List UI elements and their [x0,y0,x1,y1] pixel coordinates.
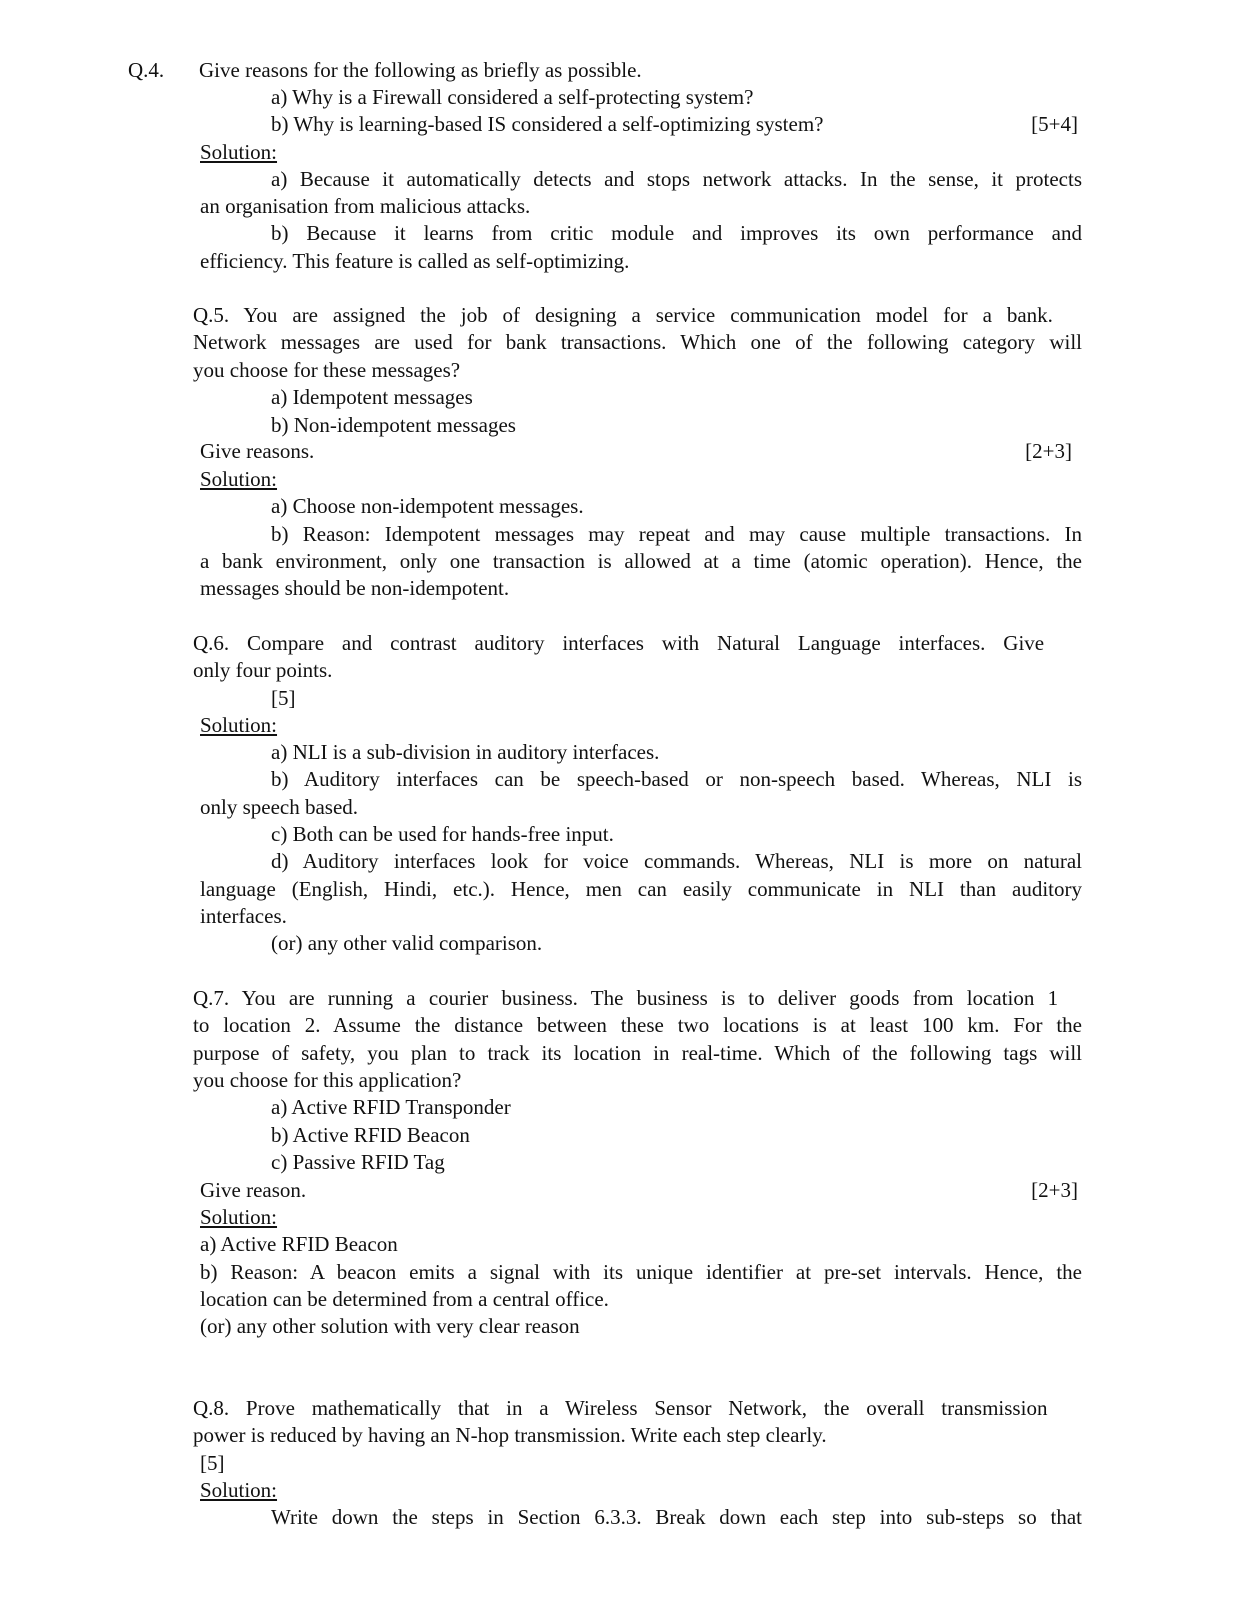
q6-question-line2: only four points. [193,658,333,682]
q6-solution-label: Solution: [200,713,278,737]
q5-question-line1: Q.5. You are assigned the job of designing a service communication model for a bank. [193,303,1053,327]
q4-solution-a-line2: an organisation from malicious attacks. [200,194,531,218]
q8-question-line2: power is reduced by having an N-hop transmission. Write each step clearly. [193,1423,827,1447]
q7-question-line3: purpose of safety, you plan to track its location in real-time. Which of the following tags will [193,1041,1082,1065]
q5-option-b: b) Non-idempotent messages [271,413,516,437]
q4-question: Give reasons for the following as briefly as possible. [199,58,642,82]
q7-solution-a: a) Active RFID Beacon [200,1232,398,1256]
q6-solution-d-line3: interfaces. [200,904,287,928]
q7-option-c: c) Passive RFID Tag [271,1150,445,1174]
q4-number: Q.4. [128,58,165,82]
q7-question-line1: Q.7. You are running a courier business. The business is to deliver goods from location 1 [193,986,1059,1010]
q7-give-reason: Give reason. [200,1178,307,1202]
q5-question-line2: Network messages are used for bank transactions. Which one of the following category will [193,330,1082,354]
q6-marks: [5] [271,686,296,710]
q5-solution-b-line3: messages should be non-idempotent. [200,576,510,600]
q4-solution-b-line2: efficiency. This feature is called as self-optimizing. [200,249,630,273]
q8-solution-label: Solution: [200,1478,278,1502]
q6-solution-b-line1: b) Auditory interfaces can be speech-based or non-speech based. Whereas, NLI is [271,767,1082,791]
q6-solution-a: a) NLI is a sub-division in auditory interfaces. [271,740,660,764]
q7-marks: [2+3] [1031,1178,1078,1202]
q7-question-line4: you choose for this application? [193,1068,462,1092]
q5-question-line3: you choose for these messages? [193,358,461,382]
q6-solution-d-line1: d) Auditory interfaces look for voice commands. Whereas, NLI is more on natural [271,849,1082,873]
q5-solution-b-line1: b) Reason: Idempotent messages may repeat and may cause multiple transactions. In [271,522,1082,546]
q7-solution-label: Solution: [200,1205,278,1229]
q4-solution-b-line1: b) Because it learns from critic module and improves its own performance and [271,221,1082,245]
q8-marks: [5] [200,1451,225,1475]
q7-solution-b-line1: b) Reason: A beacon emits a signal with its unique identifier at pre-set intervals. Hence, the [200,1260,1082,1284]
q7-option-b: b) Active RFID Beacon [271,1123,470,1147]
q4-solution-a-line1: a) Because it automatically detects and stops network attacks. In the sense, it protects [271,167,1082,191]
q6-question-line1: Q.6. Compare and contrast auditory interfaces with Natural Language interfaces. Give [193,631,1045,655]
q7-solution-b-line2: location can be determined from a central office. [200,1287,609,1311]
q6-solution-c: c) Both can be used for hands-free input. [271,822,614,846]
q5-solution-label: Solution: [200,467,278,491]
q4-option-a: a) Why is a Firewall considered a self-protecting system? [271,85,754,109]
q4-solution-label: Solution: [200,140,278,164]
q6-solution-d-line2: language (English, Hindi, etc.). Hence, men can easily communicate in NLI than auditory [200,877,1082,901]
q5-give-reasons: Give reasons. [200,439,315,463]
q5-solution-a: a) Choose non-idempotent messages. [271,494,584,518]
q7-option-a: a) Active RFID Transponder [271,1095,511,1119]
q7-solution-or: (or) any other solution with very clear reason [200,1314,580,1338]
q6-solution-b-line2: only speech based. [200,795,359,819]
q4-marks: [5+4] [1031,112,1078,136]
q5-option-a: a) Idempotent messages [271,385,473,409]
q5-marks: [2+3] [1025,439,1072,463]
q7-question-line2: to location 2. Assume the distance between these two locations is at least 100 km. For the [193,1013,1082,1037]
q6-solution-or: (or) any other valid comparison. [271,931,543,955]
q4-option-b: b) Why is learning-based IS considered a self-optimizing system? [271,112,824,136]
q5-solution-b-line2: a bank environment, only one transaction is allowed at a time (atomic operation). Hence, the [200,549,1082,573]
q8-solution-line1: Write down the steps in Section 6.3.3. Break down each step into sub-steps so that [271,1505,1082,1529]
q8-question-line1: Q.8. Prove mathematically that in a Wireless Sensor Network, the overall transmission [193,1396,1048,1420]
